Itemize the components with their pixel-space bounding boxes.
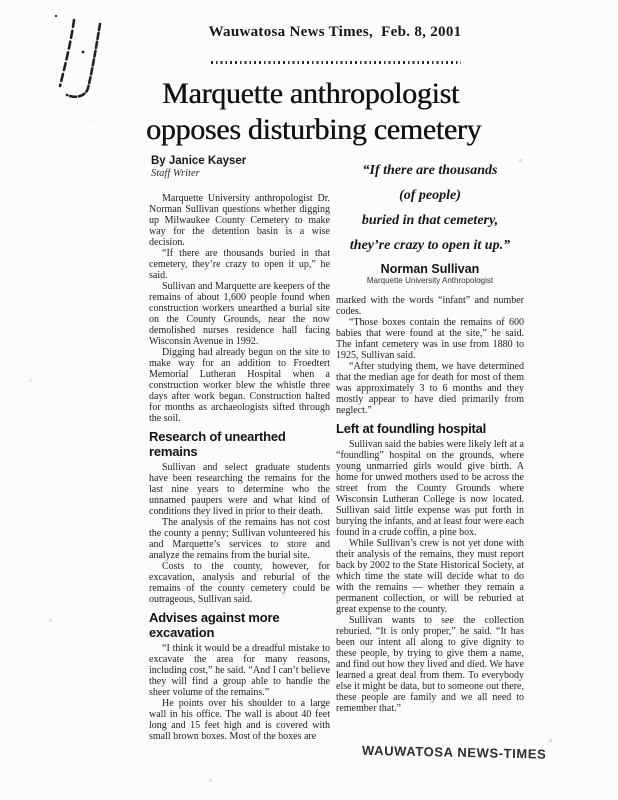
pull-quote-attribution-title: Marquette University Anthropologist [366,276,494,285]
article-paragraph: Marquette University anthropologist Dr. Norman Sullivan questions whether digging up Milwaukee County Cemetery to make way for the detention basin is a wise decision. [149,193,330,248]
byline-author: By Janice Kayser [151,155,247,167]
pull-quote-line: “If there are thousands [362,163,498,178]
scan-noise-speckles [90,120,91,121]
article-headline [146,76,546,148]
article-paragraph: Sullivan and Marquette are keepers of the remains of about 1,600 people found when construction workers unearthed a burial site on the County Grounds, near the now demolished nurses residence hall facing Wisconsin Avenue in 1992. [149,281,330,347]
article-paragraph: marked with the words “infant” and number codes. [336,295,524,317]
article-paragraph: Sullivan and select graduate students have been researching the remains for the last nine years to determine who the unnamed paupers were and what kind of conditions they lived in prior to their death. [149,462,330,517]
article-paragraph: Digging had already begun on the site to make way for an addition to Froedtert Memorial Lutheran Hospital when a construction worker blew the whistle three days after work began. Construction halted for months as archaeologists sifted through the soil. [149,347,330,424]
headline-line-2: opposes disturbing cemetery [146,113,482,146]
footer-publication-tag: WAUWATOSA NEWS-TIMES [361,742,547,762]
headline-line-1: Marquette anthropologist [162,77,459,110]
handwritten-mark-icon [26,6,126,106]
article-paragraph: Costs to the county, however, for excavation, analysis and reburial of the remains of the county cemetery could be outrageous, Sullivan said. [149,561,330,605]
masthead: Wauwatosa News Times, Feb. 8, 2001 [208,24,462,40]
article-column-right [336,158,524,714]
pull-quote-line: (of people) [399,188,461,203]
pull-quote [336,158,524,258]
pull-quote-line: they’re crazy to open it up.” [349,238,511,253]
section-subhead: Research of unearthed remains [149,429,286,459]
article-column-right-body [336,295,524,714]
pull-quote-line: buried in that cemetery, [361,213,499,228]
article-column-left [149,193,330,742]
article-paragraph: While Sullivan’s crew is not yet done with their analysis of the remains, they must report back by 2002 to the State Historical Society, at which time the state will decide what to do with the remains — whether they remain a permanent collection, or will be reburied at great expense to the county. [336,538,524,615]
article-paragraph: Sullivan said the babies were likely left at a “foundling” hospital on the grounds, where young unmarried girls would give birth. A home for unwed mothers used to be across the street from the County Grounds where Wisconsin Lutheran College is now located. Sullivan said little expense was put forth in burying the infants, and at least four were each found in a crude coffin, a pine box. [336,439,524,538]
byline [151,155,331,179]
article-paragraph: “I think it would be a dreadful mistake to excavate the area for many reasons, including cost,” he said. “And I can’t believe they will find a group able to handle the sheer volume of the remains.” [149,643,330,698]
article-paragraph: “Those boxes contain the remains of 600 babies that were found at the site,” he said. The infant cemetery was in use from 1880 to 1925, Sullivan said. [336,317,524,361]
article-paragraph: “After studying them, we have determined that the median age for death for most of them was approximately 3 to 6 months and they mostly appear to have died primarily from neglect.” [336,361,524,416]
dotted-rule-divider [211,61,461,64]
pull-quote-attribution: Norman Sullivan [380,262,480,276]
section-subhead: Advises against more excavation [149,610,280,640]
byline-role: Staff Writer [151,168,200,179]
article-paragraph: “If there are thousands buried in that cemetery, they’re crazy to open it up,” he said. [149,248,330,281]
article-paragraph: He points over his shoulder to a large wall in his office. The wall is about 40 feet long and 15 feet high and is covered with small brown boxes. Most of the boxes are [149,698,330,742]
article-paragraph: The analysis of the remains has not cost the county a penny; Sullivan volunteered his and Marquette’s services to store and analyze the remains from the burial site. [149,517,330,561]
section-subhead: Left at foundling hospital [336,421,487,436]
article-paragraph: Sullivan wants to see the collection reburied. “It is only proper,” he said. “It has been our intent all along to give dignity to these people, by trying to give them a name, and find out how they lived and died. We have learned a great deal from them. To everybody else it might be data, but to someone out there, these people are family and we all need to remember that.” [336,615,524,714]
